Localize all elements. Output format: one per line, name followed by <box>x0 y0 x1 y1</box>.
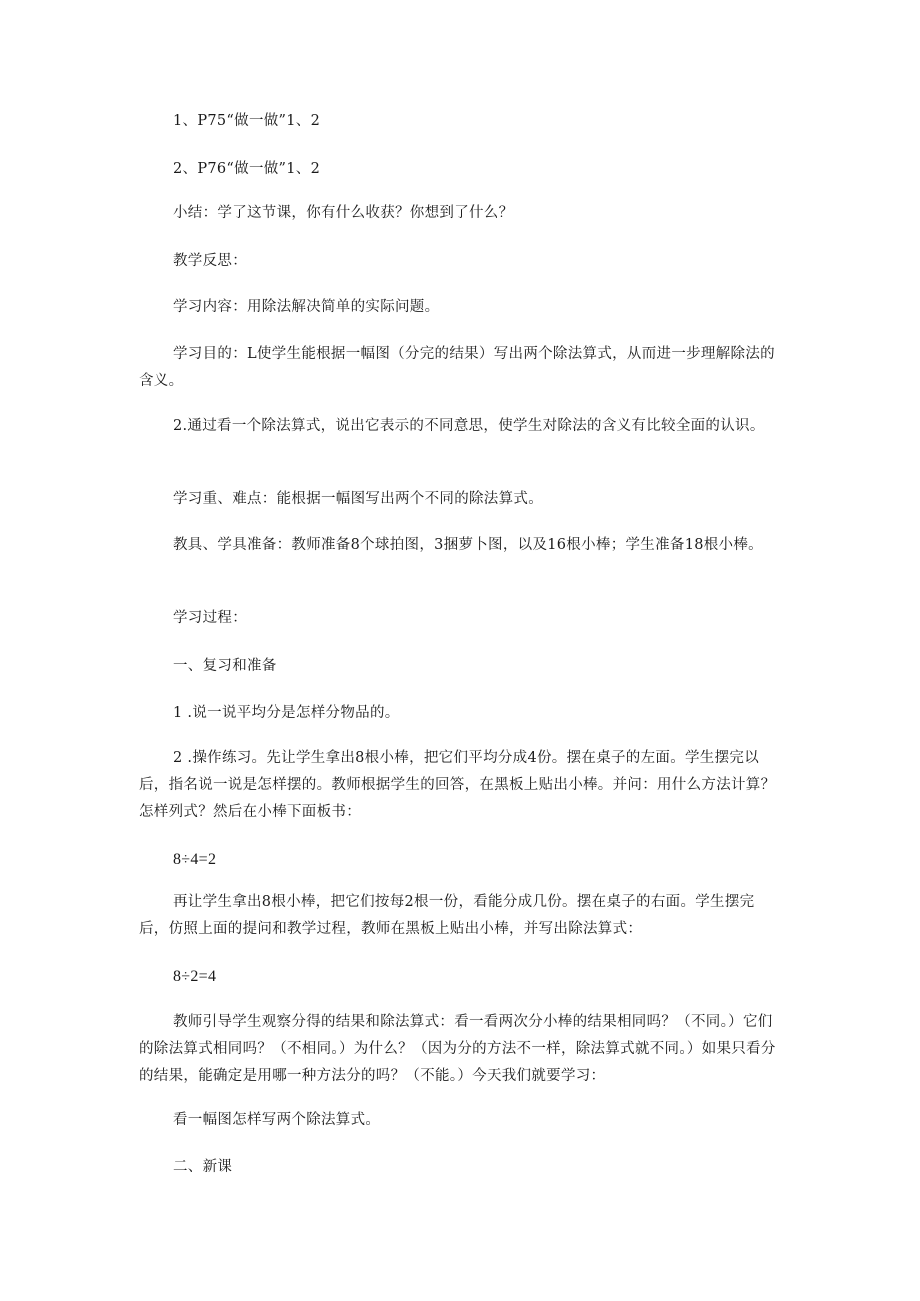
formula-8-div-4: 8÷4=2 <box>173 851 217 868</box>
summary-paragraph: 小结：学了这节课，你有什么收获？你想到了什么？ <box>173 205 514 221</box>
learning-objective-2: 2.通过看一个除法算式，说出它表示的不同意思，使学生对除法的含义有比较全面的认识。 <box>173 418 765 434</box>
exercise-item-2: 2、P76“做一做”1、2 <box>173 161 321 177</box>
reflection-heading: 教学反思： <box>173 253 247 269</box>
teaching-materials: 教具、学具准备：教师准备8个球拍图，3捆萝卜图，以及16根小棒；学生准备18根小棒。 <box>173 537 763 553</box>
learning-content: 学习内容：用除法解决简单的实际问题。 <box>173 299 440 315</box>
section-two-heading: 二、新课 <box>173 1159 233 1175</box>
exercise-item-1: 1、P75“做一做”1、2 <box>173 113 321 129</box>
section-one-heading: 一、复习和准备 <box>173 658 277 674</box>
observation-paragraph: 教师引导学生观察分得的结果和除法算式：看一看两次分小棒的结果相同吗？（不同。）它们的除法算式相同吗？（不相同。）为什么？（因为分的方法不一样，除法算式就不同。）如果只看分的结果，能确定是用哪一种方法分的吗？（不能。）今天我们就要学习： <box>139 1014 776 1084</box>
step-2: 2 .操作练习。先让学生拿出8根小棒，把它们平均分成4份。摆在桌子的左面。学生摆完以后，指名说一说是怎样摆的。教师根据学生的回答，在黑板上贴出小棒。并问：用什么方法计算？怎样列式？然后在小棒下面板书： <box>139 750 776 820</box>
key-points: 学习重、难点：能根据一幅图写出两个不同的除法算式。 <box>173 491 543 507</box>
topic-statement: 看一幅图怎样写两个除法算式。 <box>173 1112 381 1128</box>
document-page <box>139 0 781 1301</box>
learning-process-heading: 学习过程： <box>173 610 247 626</box>
second-operation-paragraph: 再让学生拿出8根小棒，把它们按每2根一份，看能分成几份。摆在桌子的右面。学生摆完后，仿照上面的提问和教学过程，教师在黑板上贴出小棒，并写出除法算式： <box>139 894 755 937</box>
learning-objective-1: 学习目的：L使学生能根据一幅图（分完的结果）写出两个除法算式，从而进一步理解除法的含义。 <box>139 346 775 389</box>
formula-8-div-2: 8÷2=4 <box>173 968 217 985</box>
step-1: 1 .说一说平均分是怎样分物品的。 <box>173 705 400 721</box>
